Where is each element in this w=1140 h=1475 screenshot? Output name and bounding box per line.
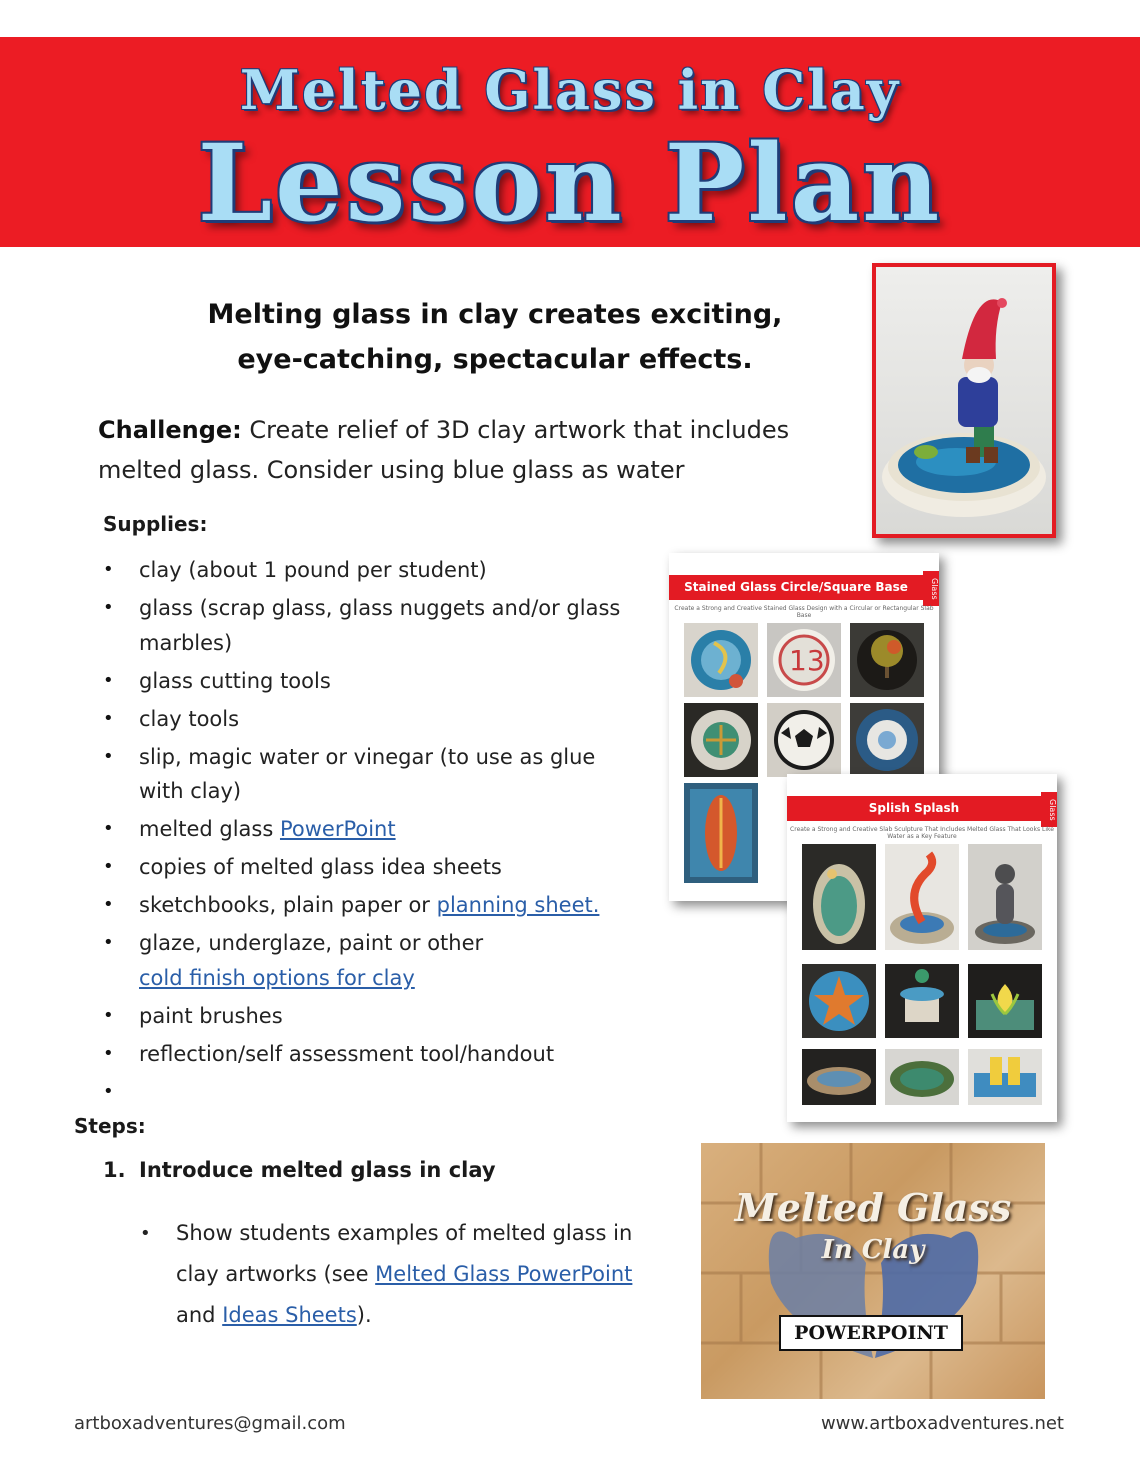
gnome-sculpture-image [876,267,1052,534]
powerpoint-thumb-subtitle: In Clay [821,1235,925,1265]
step-1 [103,1158,496,1182]
list-item-empty [103,1075,623,1110]
melted-glass-powerpoint-link[interactable]: Melted Glass PowerPoint [375,1262,633,1286]
list-item: • copies of melted glass idea sheets [103,850,623,885]
bullet: • [140,1223,151,1244]
artwork-thumb [684,703,758,777]
list-item [103,812,623,847]
list-item: • clay tools [103,702,623,737]
supplies-heading: Supplies: [103,512,208,536]
list-item-text: sketchbooks, plain paper or [139,893,437,917]
powerpoint-thumbnail[interactable] [701,1143,1045,1399]
list-item: • paint brushes [103,999,623,1034]
challenge-paragraph [98,410,838,490]
idea-sheet-caption: Create a Strong and Creative Slab Sculpture That Includes Melted Glass That Looks Like Water as a Key Feature [790,826,1054,840]
artwork-thumb [968,964,1042,1038]
gnome-sculpture-photo [872,263,1056,538]
idea-sheet-splish-splash [787,774,1057,1122]
steps-heading: Steps: [74,1114,146,1138]
planning-sheet-link[interactable]: planning sheet. [436,893,600,917]
svg-text:13: 13 [789,644,825,677]
artwork-thumb [968,844,1042,950]
list-item: • reflection/self assessment tool/handout [103,1037,623,1072]
idea-sheet-side-label: Glass [1041,792,1057,827]
list-item: • clay (about 1 pound per student) [103,553,623,588]
idea-sheet-title: Stained Glass Circle/Square Base [669,575,923,600]
tagline-line-1: Melting glass in clay creates exciting, [207,299,783,330]
list-item [103,926,623,995]
list-item-text: melted glass [139,817,280,841]
idea-sheet-side-label: Glass [923,571,939,606]
step-1-number: 1. [103,1158,126,1182]
tagline [150,292,840,382]
step-detail-mid: and [176,1303,223,1327]
artwork-thumb [885,964,959,1038]
powerpoint-badge: POWERPOINT [779,1315,963,1351]
artwork-thumb [885,1049,959,1105]
artwork-thumb [802,964,876,1038]
idea-sheet-caption: Create a Strong and Creative Stained Glass Design with a Circular or Rectangular Slab Base [674,605,934,619]
footer-website: www.artboxadventures.net [820,1413,1064,1434]
tagline-line-2: eye-catching, spectacular effects. [237,344,753,375]
list-item-text: glaze, underglaze, paint or other [139,931,484,955]
cold-finish-link[interactable]: cold finish options for clay [139,965,415,990]
list-item: • slip, magic water or vinegar (to use as glue with clay) [103,740,623,809]
artwork-thumb [802,844,876,950]
step-1-detail [140,1213,656,1336]
artwork-thumb [885,844,959,950]
supplies-list [103,553,623,1113]
idea-sheet-title: Splish Splash [787,796,1041,821]
step-detail-text: Show students examples of melted glass in clay artworks (see [176,1221,633,1286]
list-item [103,888,623,923]
artwork-thumb [767,623,841,697]
step-detail-suffix: ). [356,1303,372,1327]
footer-email: artboxadventures@gmail.com [74,1413,346,1434]
ideas-sheets-link[interactable]: Ideas Sheets [222,1303,357,1327]
artwork-thumb [802,1049,876,1105]
artwork-thumb [968,1049,1042,1105]
artwork-thumb [850,703,924,777]
powerpoint-background-art [701,1143,1045,1399]
step-1-title: Introduce melted glass in clay [139,1158,496,1182]
artwork-thumb [684,783,758,883]
header-subtitle: Melted Glass in Clay [239,58,901,122]
list-item: • glass cutting tools [103,664,623,699]
challenge-label: Challenge: [98,416,242,444]
list-item: • glass (scrap glass, glass nuggets and/or glass marbles) [103,591,623,660]
header-title: Lesson Plan [197,120,943,245]
artwork-thumb [767,703,841,777]
powerpoint-link[interactable]: PowerPoint [279,817,396,841]
powerpoint-thumb-title: Melted Glass [734,1185,1012,1230]
challenge-text: Create relief of 3D clay artwork that includes melted glass. Consider using blue glass as water [98,416,790,484]
artwork-thumb [684,623,758,697]
artwork-thumb [850,623,924,697]
